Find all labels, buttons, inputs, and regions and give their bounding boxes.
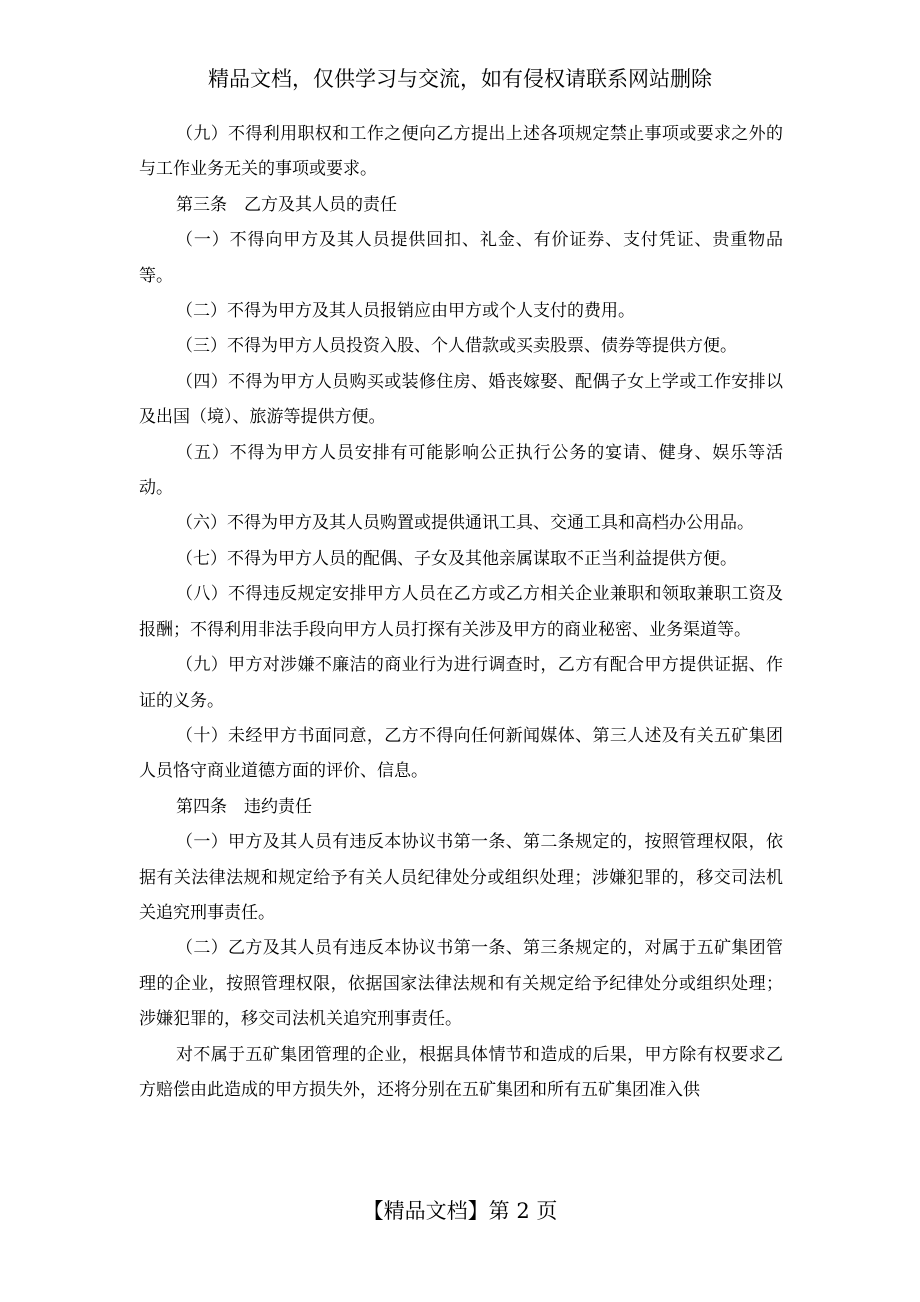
section-heading: 第三条 乙方及其人员的责任 bbox=[176, 194, 397, 215]
paragraph: 对不属于五矿集团管理的企业，根据具体情节和造成的后果，甲方除有权要求乙方赔偿由此造成的甲方损失外，还将分别在五矿集团和所有五矿集团准入供 bbox=[139, 1044, 783, 1100]
paragraph: （九）不得利用职权和工作之便向乙方提出上述各项规定禁止事项或要求之外的与工作业务无关的事项或要求。 bbox=[139, 124, 783, 180]
paragraph: （二）乙方及其人员有违反本协议书第一条、第三条规定的，对属于五矿集团管理的企业，按照管理权限，依据国家法律法规和有关规定给予纪律处分或组织处理；涉嫌犯罪的，移交司法机关追究刑事责任。 bbox=[139, 938, 783, 1030]
paragraph: （四）不得为甲方人员购买或装修住房、婚丧嫁娶、配偶子女上学或工作安排以及出国（境）、旅游等提供方便。 bbox=[139, 371, 783, 428]
paragraph: （二）不得为甲方及其人员报销应由甲方或个人支付的费用。 bbox=[176, 301, 635, 322]
paragraph: （一）不得向甲方及其人员提供回扣、礼金、有价证券、支付凭证、贵重物品等。 bbox=[139, 230, 783, 286]
page-footer: 【精品文档】第 2 页 bbox=[362, 1199, 558, 1223]
paragraph: （一）甲方及其人员有违反本协议书第一条、第二条规定的，按照管理权限，依据有关法律法规和规定给予有关人员纪律处分或组织处理；涉嫌犯罪的，移交司法机关追究刑事责任。 bbox=[139, 832, 783, 923]
paragraph: （七）不得为甲方人员的配偶、子女及其他亲属谋取不正当利益提供方便。 bbox=[176, 548, 737, 569]
paragraph: （六）不得为甲方及其人员购置或提供通讯工具、交通工具和高档办公用品。 bbox=[176, 513, 754, 534]
paragraph: （八）不得违反规定安排甲方人员在乙方或乙方相关企业兼职和领取兼职工资及报酬；不得利用非法手段向甲方人员打探有关涉及甲方的商业秘密、业务渠道等。 bbox=[139, 584, 783, 640]
document-body bbox=[139, 117, 783, 1108]
paragraph: （十）未经甲方书面同意，乙方不得向任何新闻媒体、第三人述及有关五矿集团人员恪守商业道德方面的评价、信息。 bbox=[139, 725, 783, 782]
page-header: 精品文档，仅供学习与交流，如有侵权请联系网站删除 bbox=[208, 67, 712, 91]
paragraph: （九）甲方对涉嫌不廉洁的商业行为进行调查时，乙方有配合甲方提供证据、作证的义务。 bbox=[139, 655, 783, 711]
paragraph: （五）不得为甲方人员安排有可能影响公正执行公务的宴请、健身、娱乐等活动。 bbox=[139, 442, 783, 499]
section-heading: 第四条 违约责任 bbox=[176, 796, 312, 817]
paragraph: （三）不得为甲方人员投资入股、个人借款或买卖股票、债券等提供方便。 bbox=[176, 336, 737, 357]
